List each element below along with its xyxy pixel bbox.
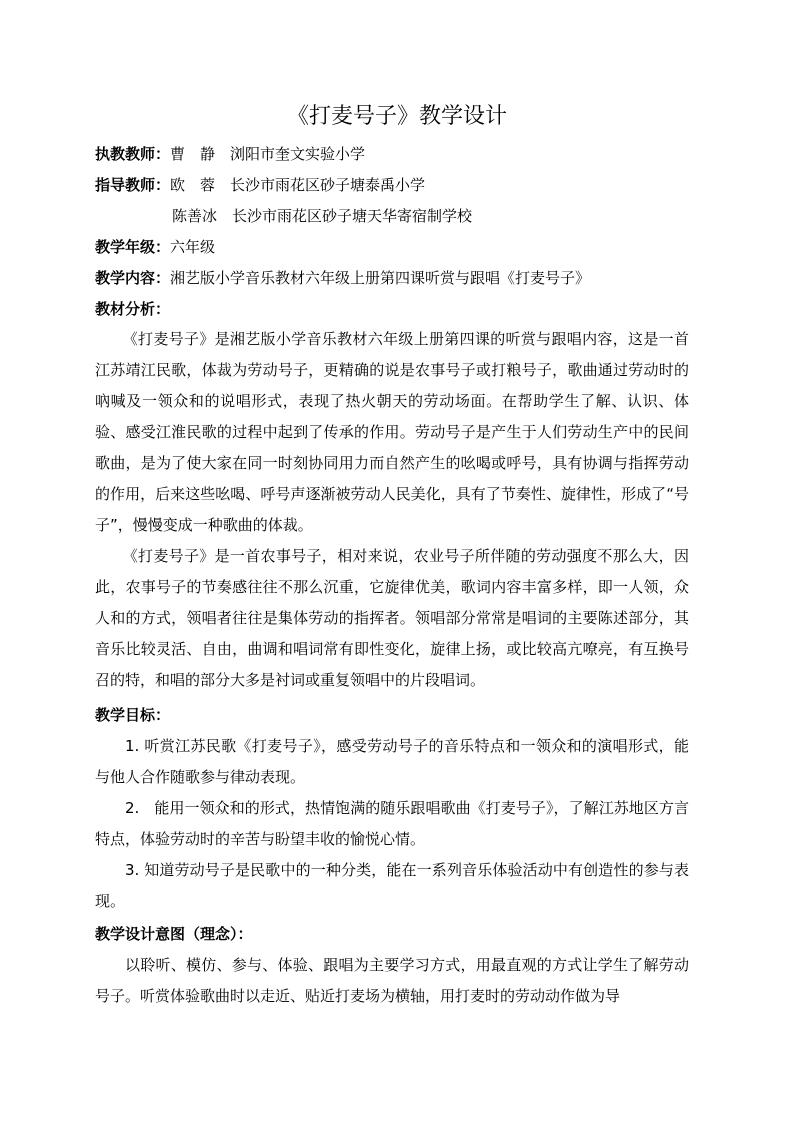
- goal-item-3: 3. 知道劳动号子是民歌中的一种分类，能在一系列音乐体验活动中有创造性的参与表现。: [95, 861, 689, 910]
- content-value: 湘艺版小学音乐教材六年级上册第四课听赏与跟唱《打麦号子》: [170, 269, 591, 287]
- content-line: [95, 268, 590, 288]
- goal-item-1: 1. 听赏江苏民歌《打麦号子》，感受劳动号子的音乐特点和一领众和的演唱形式，能与他人合作随歌参与律动表现。: [95, 737, 689, 786]
- analysis-label: 教材分析：: [95, 300, 171, 318]
- analysis-heading: [95, 299, 170, 319]
- goals-heading: [95, 705, 170, 725]
- analysis-body: [95, 324, 689, 696]
- analysis-paragraph-2: 《打麦号子》是一首农事号子，相对来说，农业号子所伴随的劳动强度不那么大，因此，农事号子的节奏感往往不那么沉重，它旋律优美，歌词内容丰富多样，即一人领，众人和的方式，领唱者往往是集体劳动的指挥者。领唱部分常常是唱词的主要陈述部分，其音乐比较灵活、自由，曲调和唱词常有即性变化，旋律上扬，或比较高亢嘹亮，有互换号召的特，和唱的部分大多是衬词或重复领唱中的片段唱词。: [95, 547, 689, 689]
- guide-label: 指导教师：: [95, 176, 171, 194]
- guide-line-2: [172, 206, 472, 226]
- page-title: 《打麦号子》教学设计: [286, 104, 507, 129]
- grade-label: 教学年级：: [95, 238, 171, 256]
- intent-label: 教学设计意图（理念）：: [95, 925, 253, 943]
- guide-line-1: [95, 175, 425, 195]
- teacher-school: 浏阳市奎文实验小学: [230, 145, 366, 163]
- guide-name-2: 陈善冰: [172, 207, 218, 225]
- grade-line: [95, 237, 215, 257]
- teacher-label: 执教教师：: [95, 145, 171, 163]
- goals-body: [95, 731, 689, 917]
- grade-value: 六年级: [170, 238, 216, 256]
- guide-school-1: 长沙市雨花区砂子塘泰禹小学: [230, 176, 426, 194]
- teacher-name: 曹 静: [170, 145, 216, 163]
- teacher-line: [95, 144, 365, 164]
- guide-school-2: 长沙市雨花区砂子塘天华寄宿制学校: [232, 207, 473, 225]
- content-label: 教学内容：: [95, 269, 171, 287]
- intent-paragraph-1: 以聆听、模仿、参与、体验、跟唱为主要学习方式，用最直观的方式让学生了解劳动号子。听赏体验歌曲时以走近、贴近打麦场为横轴，用打麦时的劳动动作做为导: [95, 956, 689, 1005]
- guide-name-1: 欧 蓉: [170, 176, 216, 194]
- goal-item-2: 2. 能用一领众和的形式，热情饱满的随乐跟唱歌曲《打麦号子》，了解江苏地区方言特点，体验劳动时的辛苦与盼望丰收的愉悦心情。: [95, 799, 689, 848]
- intent-body: [95, 950, 689, 1012]
- analysis-paragraph-1: 《打麦号子》是湘艺版小学音乐教材六年级上册第四课的听赏与跟唱内容，这是一首江苏靖江民歌，体裁为劳动号子，更精确的说是农事号子或打粮号子，歌曲通过劳动时的吶喊及一领众和的说唱形式，表现了热火朝天的劳动场面。在帮助学生了解、认识、体验、感受江淮民歌的过程中起到了传承的作用。劳动号子是产生于人们劳动生产中的民间歌曲，是为了使大家在同一时刻协同用力而自然产生的吆喝或呼号，具有协调与指挥劳动的作用，后来这些吆喝、呼号声逐渐被劳动人民美化，具有了节奏性、旋律性，形成了“号子”，慢慢变成一种歌曲的体裁。: [95, 330, 689, 534]
- goals-label: 教学目标：: [95, 706, 171, 724]
- intent-heading: [95, 924, 253, 944]
